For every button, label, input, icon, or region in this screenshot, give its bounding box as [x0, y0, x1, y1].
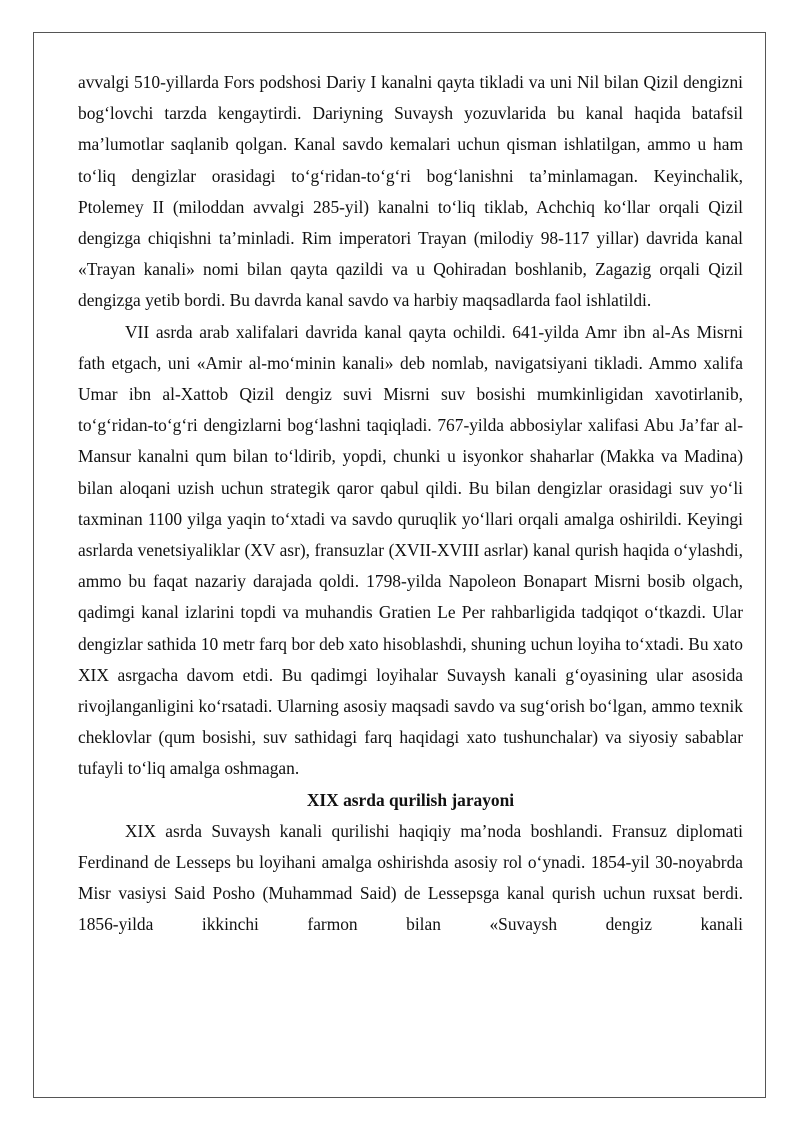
document-body — [78, 67, 743, 941]
paragraph-nineteenth-century: XIX asrda Suvaysh kanali qurilishi haqiqiy ma’noda boshlandi. Fransuz diplomati Ferdinand de Lesseps bu loyihani amalga oshirishda asosiy rol o‘ynadi. 1854-yil 30-noyabrda Misr vasiysi Said Posho (Muhammad Said) de Lessepsga kanal qurish uchun ruxsat berdi. 1856-yilda ikkinchi farmon bilan «Suvaysh dengiz kanali — [78, 820, 743, 935]
paragraph-continued: avvalgi 510-yillarda Fors podshosi Dariy I kanalni qayta tikladi va uni Nil bilan Qizil dengizni bog‘lovchi tarzda kengaytirdi. Dariyning Suvaysh yozuvlarida bu kanal haqida batafsil ma’lumotlar saqlanib qolgan. Kanal savdo kemalari uchun qisman ishlatilgan, ammo u ham to‘liq dengizlar orasidagi to‘g‘ridan-to‘g‘ri bog‘lanishni ta’minlamagan. Keyinchalik, Ptolemey II (miloddan avvalgi 285-yil) kanalni to‘liq tiklab, Achchiq ko‘llar orqali Qizil dengizga chiqishni ta’minladi. Rim imperatori Trayan (milodiy 98-117 yillar) davrida kanal «Trayan kanali» nomi bilan qayta qazildi va u Qohiradan boshlanib, Zagazig orqali Qizil dengizga yetib bordi. Bu davrda kanal savdo va harbiy maqsadlarda faol ishlatildi. — [78, 72, 743, 311]
section-heading: XIX asrda qurilish jarayoni — [306, 789, 515, 810]
paragraph-arab-caliphs: VII asrda arab xalifalari davrida kanal qayta ochildi. 641-yilda Amr ibn al-As Misrni fath etgach, uni «Amir al-mo‘minin kanali» deb nomlab, navigatsiyani tikladi. Ammo xalifa Umar ibn al-Xattob Qizil dengiz suvi Misrni suv bosishi mumkinligidan xavotirlanib, to‘g‘ridan-to‘g‘ri dengizlarni bog‘lashni taqiqladi. 767-yilda abbosiylar xalifasi Abu Ja’far al-Mansur kanalni qum bilan to‘ldirib, yopdi, chunki u isyonkor shaharlar (Makka va Madina) bilan aloqani uzish uchun strategik qaror qabul qildi. Bu bilan dengizlar orasidagi suv yo‘li taxminan 1100 yilga yaqin to‘xtadi va savdo quruqlik yo‘llari orqali amalga oshirildi. Keyingi asrlarda venetsiyaliklar (XV asr), fransuzlar (XVII-XVIII asrlar) kanal qurish haqida o‘ylashdi, ammo bu faqat nazariy darajada qoldi. 1798-yilda Napoleon Bonapart Misrni bosib olgach, qadimgi kanal izlarini topdi va muhandis Gratien Le Per rahbarligida tadqiqot o‘tkazdi. Ular dengizlar sathida 10 metr farq bor deb xato hisoblashdi, shuning uchun loyiha to‘xtadi. Bu xato XIX asrgacha davom etdi. Bu qadimgi loyihalar Suvaysh kanali g‘oyasining ular asosida rivojlanganligini ko‘rsatadi. Ularning asosiy maqsadi savdo va sug‘orish bo‘lgan, ammo texnik cheklovlar (qum bosishi, suv sathidagi farq haqidagi xato tushunchalar) va siyosiy sabablar tufayli to‘liq amalga oshmagan. — [78, 321, 743, 779]
